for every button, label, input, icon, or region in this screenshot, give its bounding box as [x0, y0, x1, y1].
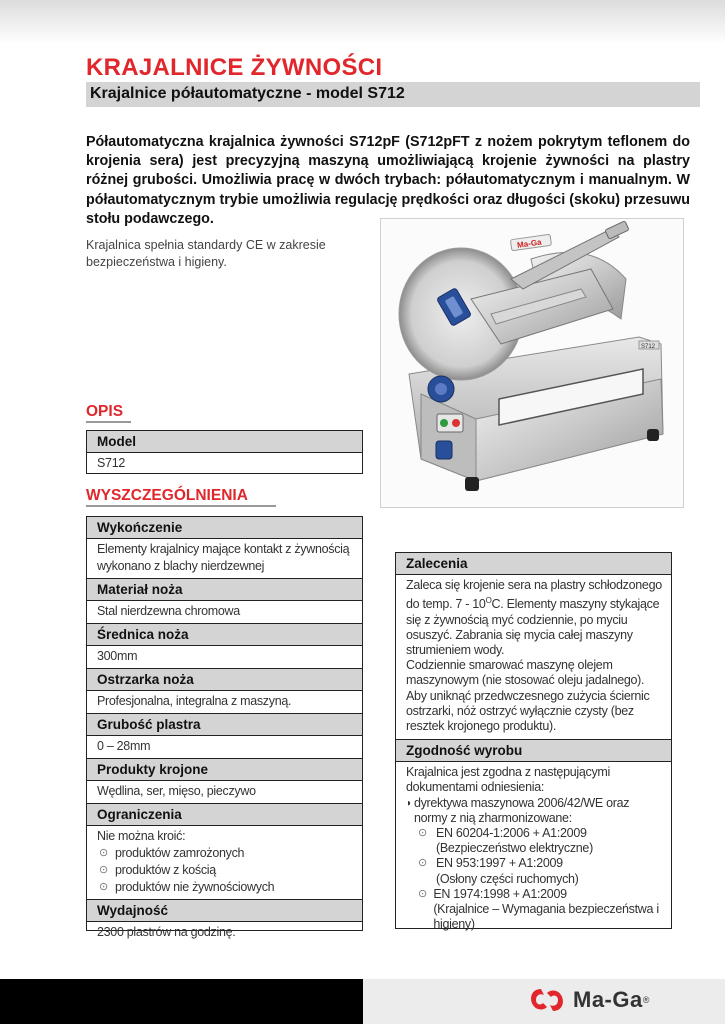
- spec-label-srednica: Średnica noża: [87, 624, 362, 646]
- spec-table: [86, 516, 363, 939]
- spec-value-material: Stal nierdzewna chromowa: [87, 601, 362, 624]
- page-title: KRAJALNICE ŻYWNOŚCI: [86, 54, 383, 81]
- directive-item: ◗ dyrektywa maszynowa 2006/42/WE oraz normy z nią zharmonizowane:: [406, 795, 630, 825]
- spec-label-produkty: Produkty krojone: [87, 759, 362, 781]
- spec-value-produkty: Wędlina, ser, mięso, pieczywo: [87, 781, 362, 804]
- brand-name: Ma-Ga: [573, 987, 643, 1012]
- zgodnosc-label: Zgodność wyrobu: [396, 740, 671, 762]
- spec-value-grubosc: 0 – 28mm: [87, 736, 362, 759]
- registered-mark: ®: [642, 995, 650, 1005]
- list-item: ⊙ produktów nie żywnościowych: [99, 880, 275, 894]
- brand-logo: [527, 985, 649, 1015]
- circle-bullet-icon: ⊙: [418, 887, 427, 900]
- zgodnosc-text: [396, 762, 671, 937]
- photo-badge: Ma-Ga: [516, 237, 543, 250]
- opis-heading: OPIS: [86, 403, 124, 420]
- zalecenia-text: [396, 575, 671, 739]
- degree-sign: O: [485, 596, 492, 606]
- circle-bullet-icon: ⊙: [418, 857, 427, 870]
- zalecenia-p2: Codziennie smarować maszynę olejem maszynowym (nie stosować oleju jadalnego).: [406, 658, 645, 688]
- spec-value-ograniczenia: [87, 826, 362, 900]
- list-item: ⊙ produktów z kością: [99, 863, 216, 877]
- model-box: [86, 430, 363, 474]
- spec-label-wydajnosc: Wydajność: [87, 900, 362, 922]
- spec-label-ograniczenia: Ograniczenia: [87, 804, 362, 826]
- norm-item: ⊙ EN 1974:1998 + A1:2009 (Krajalnice – Wymagania bezpieczeństwa i higieny): [418, 886, 659, 932]
- opis-underline: [86, 421, 131, 423]
- recommendations-box: [395, 552, 672, 932]
- spec-value-ostrzarka: Profesjonalna, integralna z maszyną.: [87, 691, 362, 714]
- spec-underline: [86, 505, 276, 507]
- intro-paragraph: Półautomatyczna krajalnica żywności S712pF (S712pFT z nożem pokrytym teflonem do krojenia sera) jest precyzyjną maszyną umożliwiającą krojenie żywności na plastry różnej grubości. Umożliwia pracę w dwóch trybach: półautomatycznym i manualnym. W półautomatycznym trybie umożliwia regulację prędkości oraz długości (skoku) przesuwu stołu podawczego.: [86, 134, 690, 227]
- spec-value-srednica: 300mm: [87, 646, 362, 669]
- zalecenia-p3: Aby uniknąć przedwczesnego zużycia ściernic ostrzarki, nóż ostrzyć wyłącznie czysty (bez resztek krojonego produktu).: [406, 688, 650, 733]
- spec-heading: WYSZCZEGÓLNIENIA: [86, 487, 248, 504]
- photo-plate: S712: [641, 344, 656, 350]
- circle-bullet-icon: ⊙: [99, 881, 108, 893]
- slicer-illustration: [381, 219, 683, 507]
- top-gradient: [0, 0, 725, 44]
- spec-label-wykonczenie: Wykończenie: [87, 517, 362, 539]
- spec-value-wydajnosc: 2300 plastrów na godzinę.: [97, 925, 236, 939]
- zalecenia-label: Zalecenia: [396, 553, 671, 575]
- ce-note: Krajalnica spełnia standardy CE w zakresie bezpieczeństwa i higieny.: [86, 238, 326, 269]
- circle-bullet-icon: ⊙: [99, 864, 108, 876]
- circle-bullet-icon: ⊙: [99, 847, 108, 859]
- spec-label-grubosc: Grubość plastra: [87, 714, 362, 736]
- page-subtitle: Krajalnice półautomatyczne - model S712: [90, 85, 405, 102]
- ograniczenia-intro: Nie można kroić:: [97, 829, 186, 843]
- spec-value-wykonczenie: Elementy krajalnicy mające kontakt z żywnością wykonano z blachy nierdzewnej: [87, 539, 362, 579]
- arrow-bullet-icon: ◗: [406, 797, 412, 809]
- footer-black-band: [0, 979, 363, 1024]
- norm-item: ⊙ EN 60204-1:2006 + A1:2009 (Bezpieczeństwo elektryczne): [418, 826, 593, 856]
- circle-bullet-icon: ⊙: [418, 827, 427, 839]
- model-label: Model: [87, 431, 362, 453]
- list-item: ⊙ produktów zamrożonych: [99, 846, 245, 860]
- product-photo: [380, 218, 684, 508]
- model-value: S712: [97, 456, 125, 470]
- maga-logo-icon: [527, 985, 567, 1015]
- spec-label-material: Materiał noża: [87, 579, 362, 601]
- norm-item: ⊙ EN 953:1997 + A1:2009 (Osłony części ruchomych): [418, 856, 579, 886]
- zalecenia-p1: Zaleca się krojenie sera na plastry schłodzonego do temp. $7 - 10^OC$. Elementy maszyny stykające się z żywnością myć codziennie, po myciu osuszyć. Zabrania się mycia całej maszyny strumieniem wody.: [406, 578, 662, 657]
- zgodnosc-intro: Krajalnica jest zgodna z następującymi dokumentami odniesienia:: [406, 765, 610, 795]
- spec-label-ostrzarka: Ostrzarka noża: [87, 669, 362, 691]
